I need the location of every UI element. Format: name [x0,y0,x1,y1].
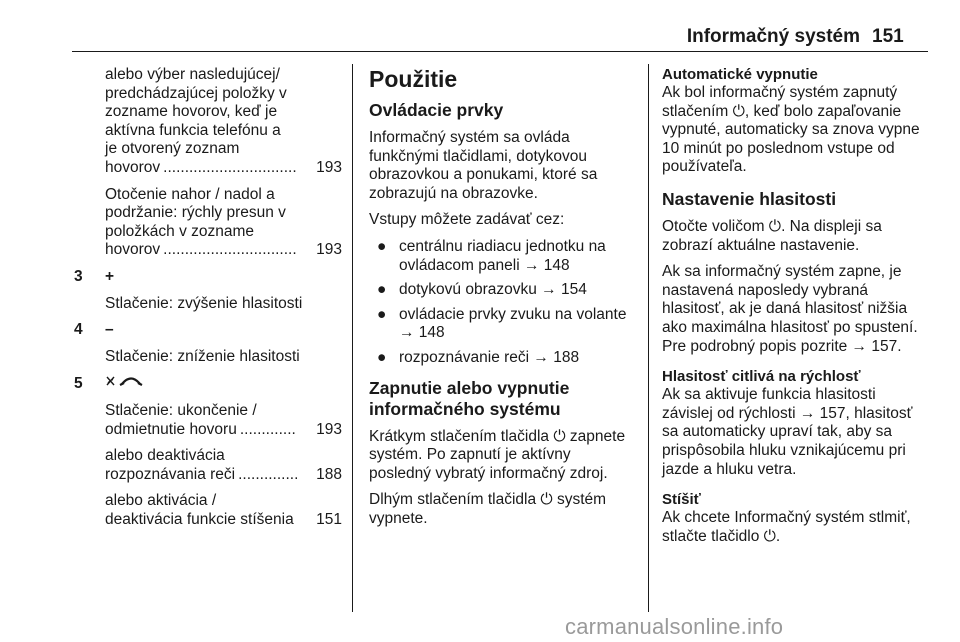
plus-icon: + [105,267,115,285]
item-3-row [74,268,342,287]
text-line: Informačný systém sa ovláda [369,129,570,146]
inputs-intro: Vstupy môžete zadávať cez: [369,211,565,229]
onoff-paragraph-1 [369,428,637,484]
column-divider-1 [352,64,353,612]
speed-volume-paragraph [662,386,930,479]
bullet-icon: ● [377,305,387,323]
text-line: podržanie: rýchly presun v [105,204,286,222]
text-line: zozname hovorov, keď je [105,103,278,121]
heading-auto-off: Automatické vypnutie [662,66,818,83]
item-5-block-1 [74,402,342,439]
toc-dots: ............................... [163,241,297,259]
toc-label: hovorov [105,158,161,176]
item-number: 4 [74,321,83,339]
minus-icon: – [105,321,114,339]
text-line: Otočte voličom ⏻. Na displeji sa [662,217,882,235]
section-title: Použitie [369,66,458,92]
item-5-row [74,374,342,394]
text-line: systém. Po zapnutí je aktívny [369,446,571,464]
toc-entry[interactable] [105,241,342,260]
text-line: hlasitosť, ak je daná hlasitosť nižšia [662,300,908,318]
page-number: 151 [872,26,904,47]
text-line: aktívna funkcia telefónu a [105,121,281,139]
text-line: alebo deaktivácia [105,447,225,465]
link-text[interactable]: rozpoznávanie reči → 188 [399,348,580,366]
text-line: závislej od rýchlosti → 157, hlasitosť [662,404,913,422]
text-line: je otvorený zoznam [105,140,240,158]
item-number: 5 [74,375,83,393]
watermark: carmanualsonline.info [565,614,784,639]
volume-paragraph-2 [662,263,930,356]
bullet-icon: ● [377,348,387,366]
list-item [369,306,637,343]
text-line: Ak chcete Informačný systém stlmiť, [662,509,911,527]
text-line: zobrazí aktuálne nastavenie. [662,236,860,254]
link-text[interactable]: dotykovú obrazovku → 154 [399,281,587,299]
text-line: Ak sa aktivuje funkcia hlasitosti [662,386,876,404]
hang-up-icon [105,374,145,388]
toc-label: rozpoznávania reči [105,465,236,483]
heading-controls: Ovládacie prvky [369,100,504,120]
text-line: informačného systému [369,398,561,419]
item-5-block-3 [74,492,342,529]
text-line: Ak bol informačný systém zapnutý [662,84,898,101]
text-line: obrazovkou a ponukami, ktoré sa [369,166,598,184]
text-line: stlačte tlačidlo ⏻. [662,527,781,545]
text-line: Otočenie nahor / nadol a [105,185,275,203]
text-line: Krátkym stlačením tlačidla ⏻ zapnete [369,427,626,445]
column-divider-2 [648,64,649,612]
heading-volume: Nastavenie hlasitosti [662,188,837,209]
text-line: Stlačenie: ukončenie / [105,401,257,419]
auto-off-paragraph [662,84,930,177]
list-item [369,349,637,368]
text-line: prispôsobila hluku vznikajúcemu pri [662,441,906,459]
toc-dots: ............. [239,420,296,438]
text-line: funkčnými tlačidlami, dotykovou [369,147,587,165]
item-3-desc: Stlačenie: zvýšenie hlasitosti [105,294,303,312]
toc-page: 193 [316,158,342,176]
list-item [369,238,637,275]
heading-speed-volume: Hlasitosť citlivá na rýchlosť [662,368,861,386]
toc-page: 151 [316,510,342,528]
bullet-icon: ● [377,281,387,299]
toc-dots: .............. [238,465,299,483]
text-line: ako maximálna hlasitosť po spustení. [662,318,918,336]
column-1 [74,66,342,537]
item-4-row [74,321,342,340]
toc-label: odmietnutie hovoru [105,420,237,438]
toc-page: 188 [316,465,342,483]
toc-entry[interactable] [105,159,342,178]
item-4-desc: Stlačenie: zníženie hlasitosti [105,347,300,365]
heading-mute: Stíšiť [662,491,701,509]
toc-entry[interactable] [105,466,342,485]
text-line: vypnete. [369,509,428,527]
text-line: 10 minút po poslednom vstupe od [662,139,895,157]
text-line: ovládacie prvky zvuku na volante [399,305,627,323]
toc-page: 193 [316,241,342,259]
text-line: Zapnutie alebo vypnutie [369,377,570,398]
column-3 [662,66,930,554]
text-line: jazde a hluku vetra. [662,460,797,478]
text-line: používateľa. [662,158,747,176]
item-5-block-2 [74,447,342,484]
text-line: centrálnu riadiacu jednotku na [399,237,606,255]
text-line: Pre podrobný popis pozrite → 157. [662,337,902,355]
voice-hangup-icon [105,374,145,394]
link-text[interactable]: ovládacom paneli → 148 [399,256,570,274]
text-line: nastavená naposledy vybraná [662,281,868,299]
link-text[interactable]: → 148 [399,324,445,342]
header-title: Informačný systém [686,26,860,47]
list-item [369,281,637,300]
header-rule [72,51,928,52]
bullet-icon: ● [377,237,387,255]
text-line: zobrazujú na obrazovke. [369,184,538,202]
text-line: alebo aktivácia / [105,492,217,510]
text-line: stlačením ⏻, keď bolo zapaľovanie [662,102,902,120]
toc-label: deaktivácia funkcie stíšenia [105,510,294,528]
onoff-paragraph-2 [369,491,637,528]
text-line: vypnuté, automaticky sa znova vypne [662,121,920,139]
text-line: sa automaticky upraví tak, aby sa [662,423,893,441]
text-line: položkách v zozname [105,222,255,240]
text-line: posledný vybratý informačný zdroj. [369,464,608,482]
text-line: alebo výber nasledujúcej/ [105,66,280,83]
heading-onoff [369,378,637,420]
intro-block [74,66,342,178]
text-line: predchádzajúcej položky v [105,84,287,102]
text-line: Dlhým stlačením tlačidla ⏻ systém [369,491,607,509]
mute-paragraph [662,509,930,546]
item-number: 3 [74,267,83,285]
volume-paragraph-1 [662,218,930,255]
toc-label: hovorov [105,241,161,259]
toc-dots: ............................... [163,158,297,176]
rotate-block [74,186,342,260]
column-2 [369,66,637,537]
toc-entry[interactable] [105,421,342,440]
toc-page: 193 [316,420,342,438]
controls-paragraph [369,129,637,203]
text-line: Ak sa informačný systém zapne, je [662,263,902,281]
toc-entry[interactable] [105,511,342,530]
